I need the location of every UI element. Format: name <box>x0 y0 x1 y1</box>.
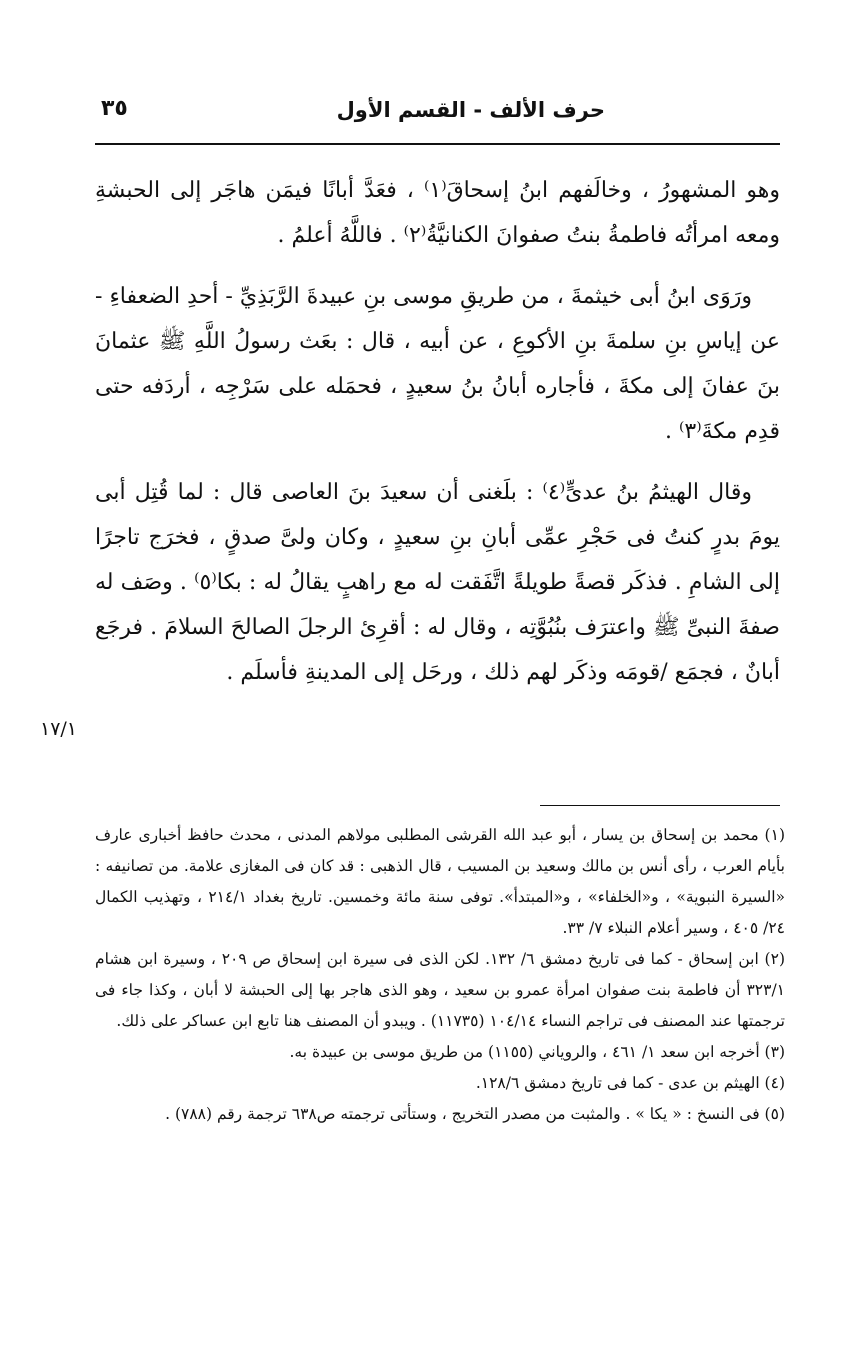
paragraph-2: ورَوَى ابنُ أبى خيثمةَ ، من طريقِ موسى بنِ عبيدةَ الرَّبَذِيِّ - أحدِ الضعفاءِ - عن إياسِ بنِ سلمةَ بنِ الأكوعِ ، عن أبيه ، قال : بعَث رسولُ اللَّهِ ﷺ عثمانَ بنَ عفانَ إلى مكةَ ، فأجاره أبانُ بنُ سعيدٍ ، فحمَله على سَرْجِه ، أردَفه حتى قدِم مكةَ⁽٣⁾ . <box>95 284 780 444</box>
header-rule <box>95 143 780 145</box>
footnote-5: (٥) فى النسخ : « يكا » . والمثبت من مصدر التخريج ، وستأتى ترجمته ص٦٣٨ ترجمة رقم (٧٨٨) . <box>165 1105 785 1123</box>
page-number: ٣٥ <box>101 96 128 121</box>
footnote-3: (٣) أخرجه ابن سعد ١/ ٤٦١ ، والروياني (١١٥٥) من طريق موسى بن عبيدة به. <box>289 1043 785 1061</box>
paragraph-1: وهو المشهورُ ، وخالَفهم ابنُ إسحاقَ⁽١⁾ ، فعَدَّ أبانًا فيمَن هاجَر إلى الحبشةِ ومعه امرأتُه فاطمةُ بنتُ صفوانَ الكنانيَّةُ⁽٢⁾ . فاللَّهُ أعلمُ . <box>95 178 780 248</box>
running-title: حرف الألف - القسم الأول <box>336 98 605 122</box>
paragraph-3: وقال الهيثمُ بنُ عدىٍّ⁽٤⁾ : بلَغنى أن سعيدَ بنَ العاصى قال : لما قُتِل أبى يومَ بدرٍ كنتُ فى حَجْرِ عمِّى أبانِ بنِ سعيدٍ ، وكان ولىَّ صدقٍ ، فخرَج تاجرًا إلى الشامِ . فذكَر قصةً طويلةً اتَّفَقت له مع راهبٍ يقالُ له : بكا⁽٥⁾ . وصَف له صفةَ النبىِّ ﷺ واعترَف بنُبُوَّتِه ، وقال له : أقرِئ الرجلَ الصالحَ السلامَ . فرجَع أبانٌ ، فجمَع /قومَه وذكَر لهم ذلك ، ورحَل إلى المدينةِ فأسلَم . <box>95 480 780 685</box>
page-header <box>95 92 780 136</box>
main-text <box>95 168 780 695</box>
footnote-1: (١) محمد بن إسحاق بن يسار ، أبو عبد الله القرشى المطلبى مولاهم المدنى ، محدث حافظ أخبارى عارف بأيام العرب ، رأى أنس بن مالك وسعيد بن المسيب ، قال الذهبى : قد كان فى المغازى علامة. من تصانيفه : «السيرة النبوية» ، و«الخلفاء» ، و«المبتدأ». توفى سنة مائة وخمسين. تاريخ بغداد ٢١٤/١ ، وتهذيب الكمال ٢٤/ ٤٠٥ ، وسير أعلام النبلاء ٧/ ٣٣. <box>95 826 786 937</box>
footnotes <box>95 820 785 1130</box>
margin-folio-reference: ١٧/١ <box>40 718 78 740</box>
footnote-separator <box>540 805 780 806</box>
footnote-2: (٢) ابن إسحاق - كما فى تاريخ دمشق ٦/ ١٣٢. لكن الذى فى سيرة ابن إسحاق ص ٢٠٩ ، وسيرة ابن هشام ٣٢٣/١ أن فاطمة بنت صفوان امرأة عمرو بن سعيد ، وهو الذى هاجر بها إلى الحبشة لا أبان ، وكذا جاء فى ترجمتها عند المصنف فى تراجم النساء ١٠٤/١٤ (١١٧٣٥) . ويبدو أن المصنف هنا تابع ابن عساكر على ذلك. <box>95 950 785 1030</box>
footnote-4: (٤) الهيثم بن عدى - كما فى تاريخ دمشق ١٢٨/٦. <box>475 1074 785 1092</box>
